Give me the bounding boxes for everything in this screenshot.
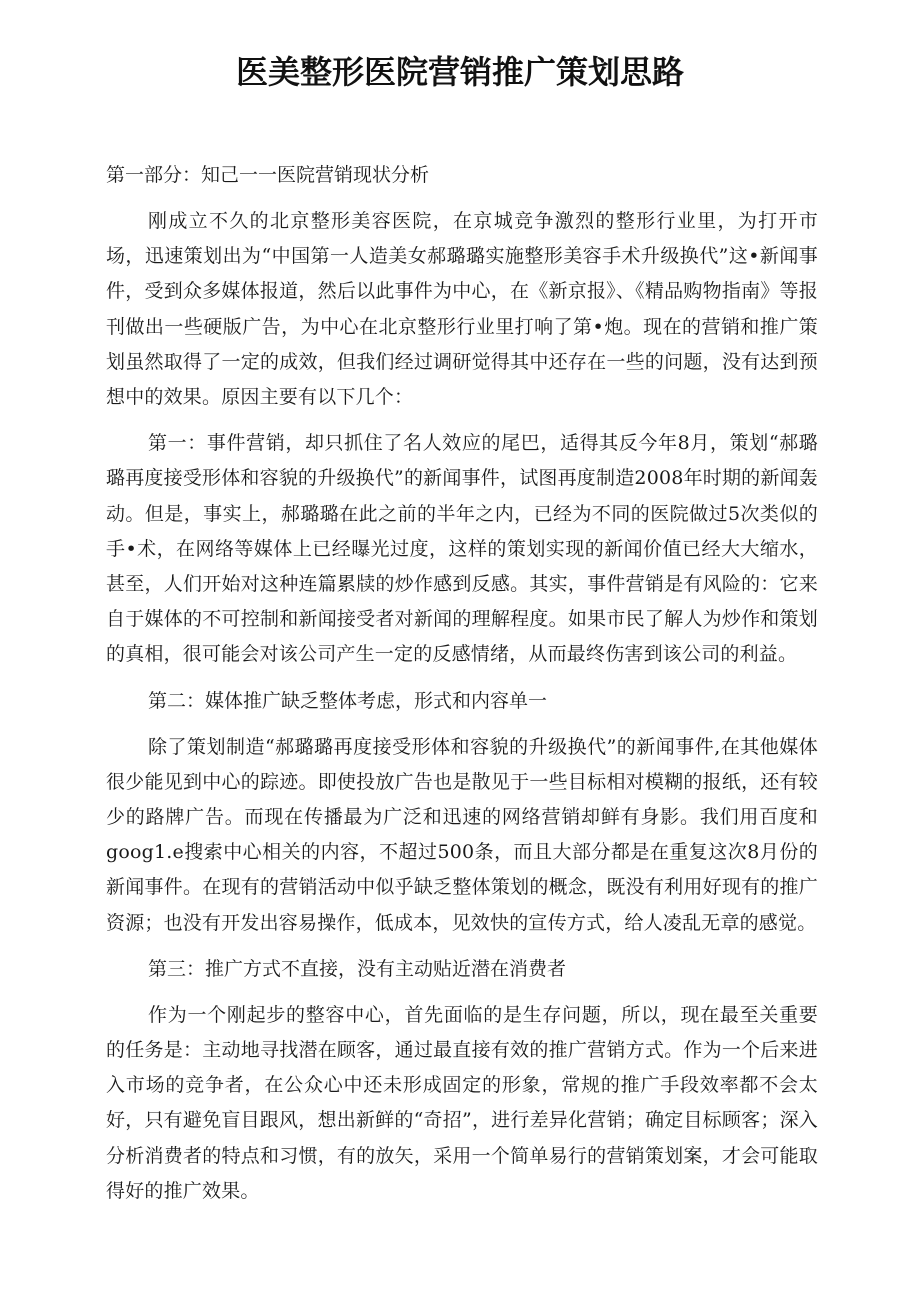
point1-paragraph: 第一：事件营销，却只抓住了名人效应的尾巴，适得其反今年8月，策划“郝璐璐再度接受形体和容貌的升级换代”的新闻事件，试图再度制造2008年时期的新闻轰动。但是，事实上，郝璐璐在此之前的半年之内，已经为不同的医院做过5次类似的手•术，在网络等媒体上已经曝光过度，这样的策划实现的新闻价值已经大大缩水，甚至，人们开始对这种连篇累牍的炒作感到反感。其实，事件营销是有风险的：它来自于媒体的不可控制和新闻接受者对新闻的理解程度。如果市民了解人为炒作和策划的真相，很可能会对该公司产生一定的反感情绪，从而最终伤害到该公司的利益。 [106,432,818,666]
part1-heading: 第一部分：知己一一医院营销现状分析 [106,164,430,186]
point2-paragraph: 除了策划制造“郝璐璐再度接受形体和容貌的升级换代”的新闻事件,在其他媒体很少能见到中心的踪迹。即使投放广告也是散见于一些目标相对模糊的报纸，还有较少的路牌广告。而现在传播最为广泛和迅速的网络营销却鲜有身影。我们用百度和goog1.e搜索中心相关的内容，不超过500条，而且大部分都是在重复这次8月份的新闻事件。在现有的营销活动中似乎缺乏整体策划的概念，既没有利用好现有的推广资源；也没有开发出容易操作，低成本，见效快的宣传方式，给人凌乱无章的感觉。 [106,735,818,934]
point3-heading: 第三：推广方式不直接，没有主动贴近潜在消费者 [148,957,567,980]
document-body [106,158,818,1220]
intro-paragraph: 刚成立不久的北京整形美容医院，在京城竞争激烈的整形行业里，为打开市场，迅速策划出为“中国第一人造美女郝璐璐实施整形美容手术升级换代”这•新闻事件，受到众多媒体报道，然后以此事件为中心，在《新京报》、《精品购物指南》等报刊做出一些硬版广告，为中心在北京整形行业里打响了第•炮。现在的营销和推广策划虽然取得了一定的成效，但我们经过调研觉得其中还存在一些的问题，没有达到预想中的效果。原因主要有以下几个： [106,210,818,409]
point3-paragraph: 作为一个刚起步的整容中心，首先面临的是生存问题，所以，现在最至关重要的任务是：主动地寻找潜在顾客，通过最直接有效的推广营销方式。作为一个后来进入市场的竞争者，在公众心中还未形成固定的形象，常规的推广手段效率都不会太好，只有避免盲目跟风，想出新鲜的“奇招”，进行差异化营销；确定目标顾客；深入分析消费者的特点和习惯，有的放矢，采用一个简单易行的营销策划案，才会可能取得好的推广效果。 [106,1003,818,1202]
document-title: 医美整形医院营销推广策划思路 [235,53,684,91]
point2-heading: 第二：媒体推广缺乏整体考虑，形式和内容单一 [148,689,548,712]
